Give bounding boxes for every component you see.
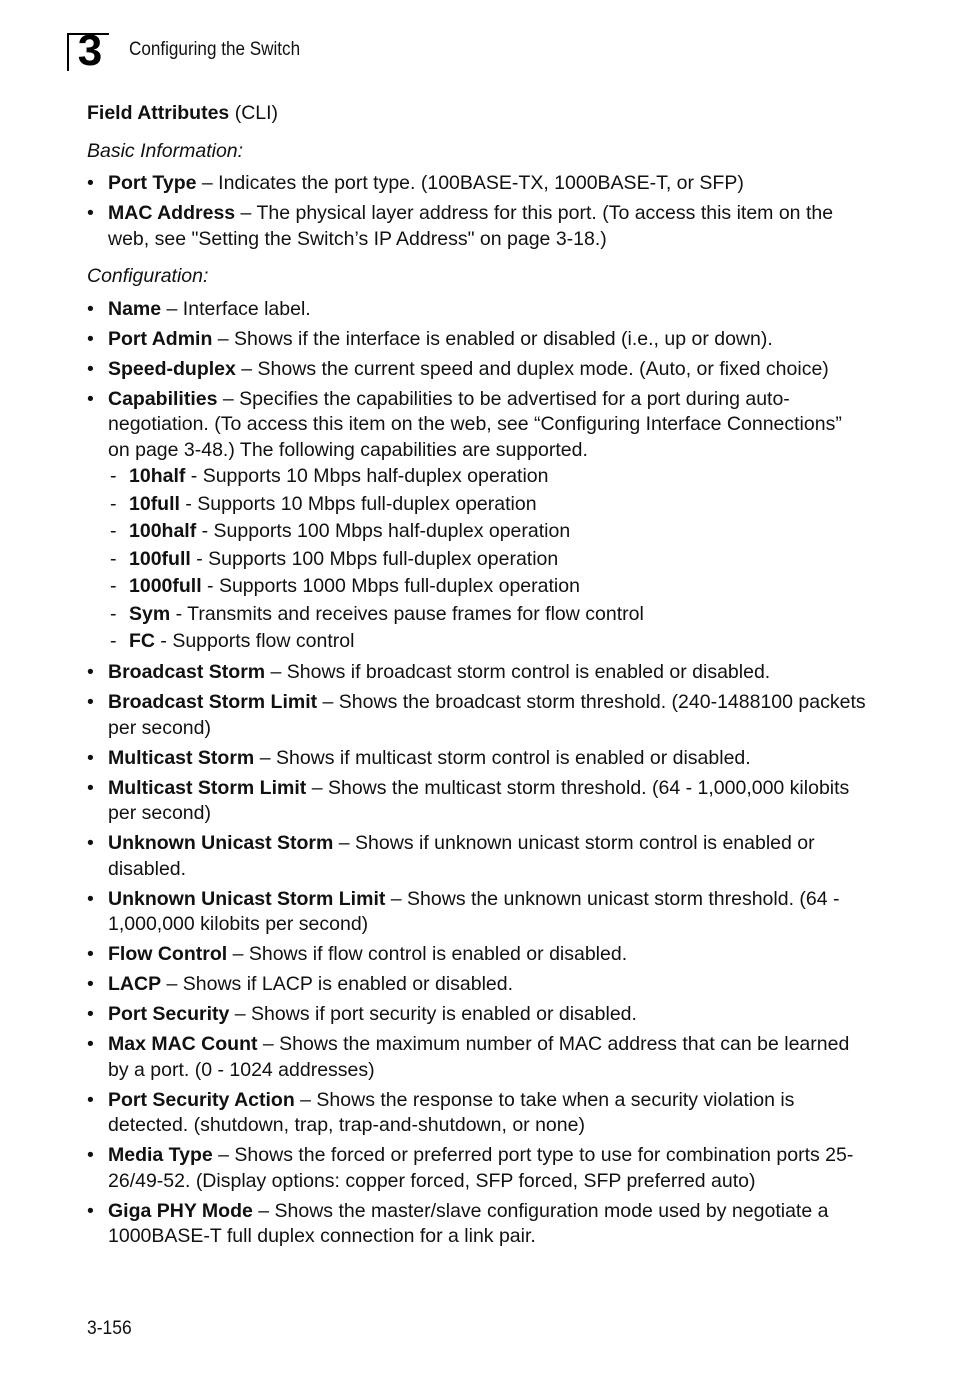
bullet-marker: • xyxy=(87,746,94,769)
section-title-bold: Field Attributes xyxy=(87,102,230,124)
config-item xyxy=(87,942,867,968)
bullet-marker: • xyxy=(87,1144,94,1166)
capability-item xyxy=(108,628,867,656)
bullet-marker: • xyxy=(87,776,94,799)
item-description: – Shows if port security is enabled or disabled. xyxy=(229,1003,637,1025)
item-term: Multicast Storm Limit xyxy=(108,776,307,799)
running-head: Configuring the Switch xyxy=(129,39,301,60)
capability-term: 100half xyxy=(129,520,197,542)
item-term: Unknown Unicast Storm Limit xyxy=(108,887,386,910)
item-description: – Shows the multicast storm threshold. (64 - 1,000,000 kilobits per second) xyxy=(108,776,850,824)
capability-description: - Supports 100 Mbps half-duplex operation xyxy=(196,520,571,542)
configuration-list xyxy=(87,297,867,1250)
dash-marker: - xyxy=(110,520,117,542)
item-description: – Shows the broadcast storm threshold. (240-1488100 packets per second) xyxy=(108,691,866,739)
bullet-marker: • xyxy=(87,202,94,224)
bullet-marker: • xyxy=(87,973,94,995)
item-term: Name xyxy=(108,297,162,320)
item-description: – Shows the current speed and duplex mode. (Auto, or fixed choice) xyxy=(235,357,829,380)
item-description: – Shows if unknown unicast storm control is enabled or disabled. xyxy=(108,832,815,880)
bullet-marker: • xyxy=(87,387,94,410)
bullet-marker: • xyxy=(87,1199,94,1222)
config-item-capabilities xyxy=(87,387,867,656)
config-item xyxy=(87,357,867,383)
bullet-marker: • xyxy=(87,691,94,713)
config-item xyxy=(87,831,867,882)
item-term: Speed-duplex xyxy=(108,357,236,380)
basic-info-heading: Basic Information: xyxy=(87,139,244,162)
capability-item xyxy=(108,491,867,519)
config-item xyxy=(87,1032,867,1083)
section-title-rest: (CLI) xyxy=(229,102,279,124)
item-description: – Shows if flow control is enabled or disabled. xyxy=(227,943,628,965)
item-term: Capabilities xyxy=(108,387,218,410)
item-description: – Shows the master/slave configuration mode used by negotiate a 1000BASE-T full duplex connection for a link pair. xyxy=(108,1199,829,1247)
capability-description: - Supports 10 Mbps full-duplex operation xyxy=(179,492,537,515)
item-term: MAC Address xyxy=(108,202,236,224)
bullet-marker: • xyxy=(87,1033,94,1055)
item-description: – Interface label. xyxy=(161,297,311,320)
item-description: – Shows the response to take when a security violation is detected. (shutdown, trap, trap-and-shutdown, or none) xyxy=(108,1088,795,1136)
item-term: Max MAC Count xyxy=(108,1033,258,1055)
section-title xyxy=(87,101,867,127)
capability-item xyxy=(108,573,867,601)
config-item xyxy=(87,660,867,686)
capability-term: 1000full xyxy=(129,575,202,597)
dash-marker: - xyxy=(110,547,117,570)
capabilities-sublist xyxy=(108,463,867,656)
page-number: 3-156 xyxy=(87,1318,132,1339)
bullet-marker: • xyxy=(87,943,94,965)
dash-marker: - xyxy=(110,575,117,597)
item-term: Port Security Action xyxy=(108,1088,295,1111)
item-term: Broadcast Storm xyxy=(108,661,266,683)
capability-item xyxy=(108,518,867,546)
capability-term: 10full xyxy=(129,492,180,515)
dash-marker: - xyxy=(110,602,117,625)
bullet-marker: • xyxy=(87,327,94,350)
capability-term: 100full xyxy=(129,547,191,570)
capability-description: - Transmits and receives pause frames for flow control xyxy=(170,602,644,625)
configuration-heading: Configuration: xyxy=(87,265,209,287)
basic-info-item xyxy=(87,201,867,252)
config-item xyxy=(87,327,867,353)
item-description: – Shows if LACP is enabled or disabled. xyxy=(161,973,514,995)
config-item xyxy=(87,972,867,998)
config-item xyxy=(87,690,867,741)
bullet-marker: • xyxy=(87,661,94,683)
capability-item xyxy=(108,601,867,629)
basic-info-list xyxy=(87,171,867,252)
item-description: – Specifies the capabilities to be advertised for a port during auto-negotiation. (To access this item on the web, see “Configuring Interface Connections” on page 3-48.) The following capabilities are supported. xyxy=(108,387,842,461)
item-term: Broadcast Storm Limit xyxy=(108,691,318,713)
dash-marker: - xyxy=(110,492,117,515)
capability-term: Sym xyxy=(129,602,171,625)
chapter-number: 3 xyxy=(77,26,103,75)
item-term: Port Admin xyxy=(108,327,213,350)
config-item xyxy=(87,1088,867,1139)
bullet-marker: • xyxy=(87,1088,94,1111)
config-item xyxy=(87,1199,867,1250)
bullet-marker: • xyxy=(87,887,94,910)
config-item xyxy=(87,1143,867,1194)
bullet-marker: • xyxy=(87,1003,94,1025)
capability-item xyxy=(108,546,867,574)
capability-term: 10half xyxy=(129,465,186,487)
item-term: Unknown Unicast Storm xyxy=(108,832,334,854)
item-description: – Shows the maximum number of MAC address that can be learned by a port. (0 - 1024 addresses) xyxy=(108,1033,850,1081)
config-item xyxy=(87,776,867,827)
capability-description: - Supports 100 Mbps full-duplex operation xyxy=(190,547,559,570)
capability-description: - Supports 1000 Mbps full-duplex operation xyxy=(201,575,580,597)
item-term: Port Security xyxy=(108,1003,230,1025)
item-term: Multicast Storm xyxy=(108,746,255,769)
capability-term: FC xyxy=(129,630,155,652)
item-description: – The physical layer address for this port. (To access this item on the web, see "Setting the Switch’s IP Address" on page 3-18.) xyxy=(108,202,834,250)
item-description: – Shows if the interface is enabled or disabled (i.e., up or down). xyxy=(212,327,773,350)
item-description: – Shows the forced or preferred port type to use for combination ports 25-26/49-52. (Display options: copper forced, SFP forced, SFP preferred auto) xyxy=(108,1144,854,1192)
page-body xyxy=(87,101,867,1262)
capability-description: - Supports flow control xyxy=(155,630,355,652)
config-item xyxy=(87,297,867,323)
capability-description: - Supports 10 Mbps half-duplex operation xyxy=(185,465,549,487)
dash-marker: - xyxy=(110,630,117,652)
item-description: – Shows the unknown unicast storm threshold. (64 - 1,000,000 kilobits per second) xyxy=(108,887,840,935)
item-term: Flow Control xyxy=(108,943,228,965)
config-item xyxy=(87,1002,867,1028)
bullet-marker: • xyxy=(87,832,94,854)
basic-info-item xyxy=(87,171,867,197)
bullet-marker: • xyxy=(87,297,94,320)
config-item xyxy=(87,887,867,938)
dash-marker: - xyxy=(110,465,117,487)
item-term: Media Type xyxy=(108,1144,213,1166)
item-description: – Indicates the port type. (100BASE-TX, 1000BASE-T, or SFP) xyxy=(196,172,744,194)
item-description: – Shows if multicast storm control is enabled or disabled. xyxy=(254,746,751,769)
item-term: Giga PHY Mode xyxy=(108,1199,253,1222)
capability-item xyxy=(108,463,867,491)
item-term: LACP xyxy=(108,973,162,995)
bullet-marker: • xyxy=(87,172,94,194)
item-description: – Shows if broadcast storm control is enabled or disabled. xyxy=(265,661,771,683)
item-term: Port Type xyxy=(108,172,197,194)
bullet-marker: • xyxy=(87,357,94,380)
config-item xyxy=(87,746,867,772)
